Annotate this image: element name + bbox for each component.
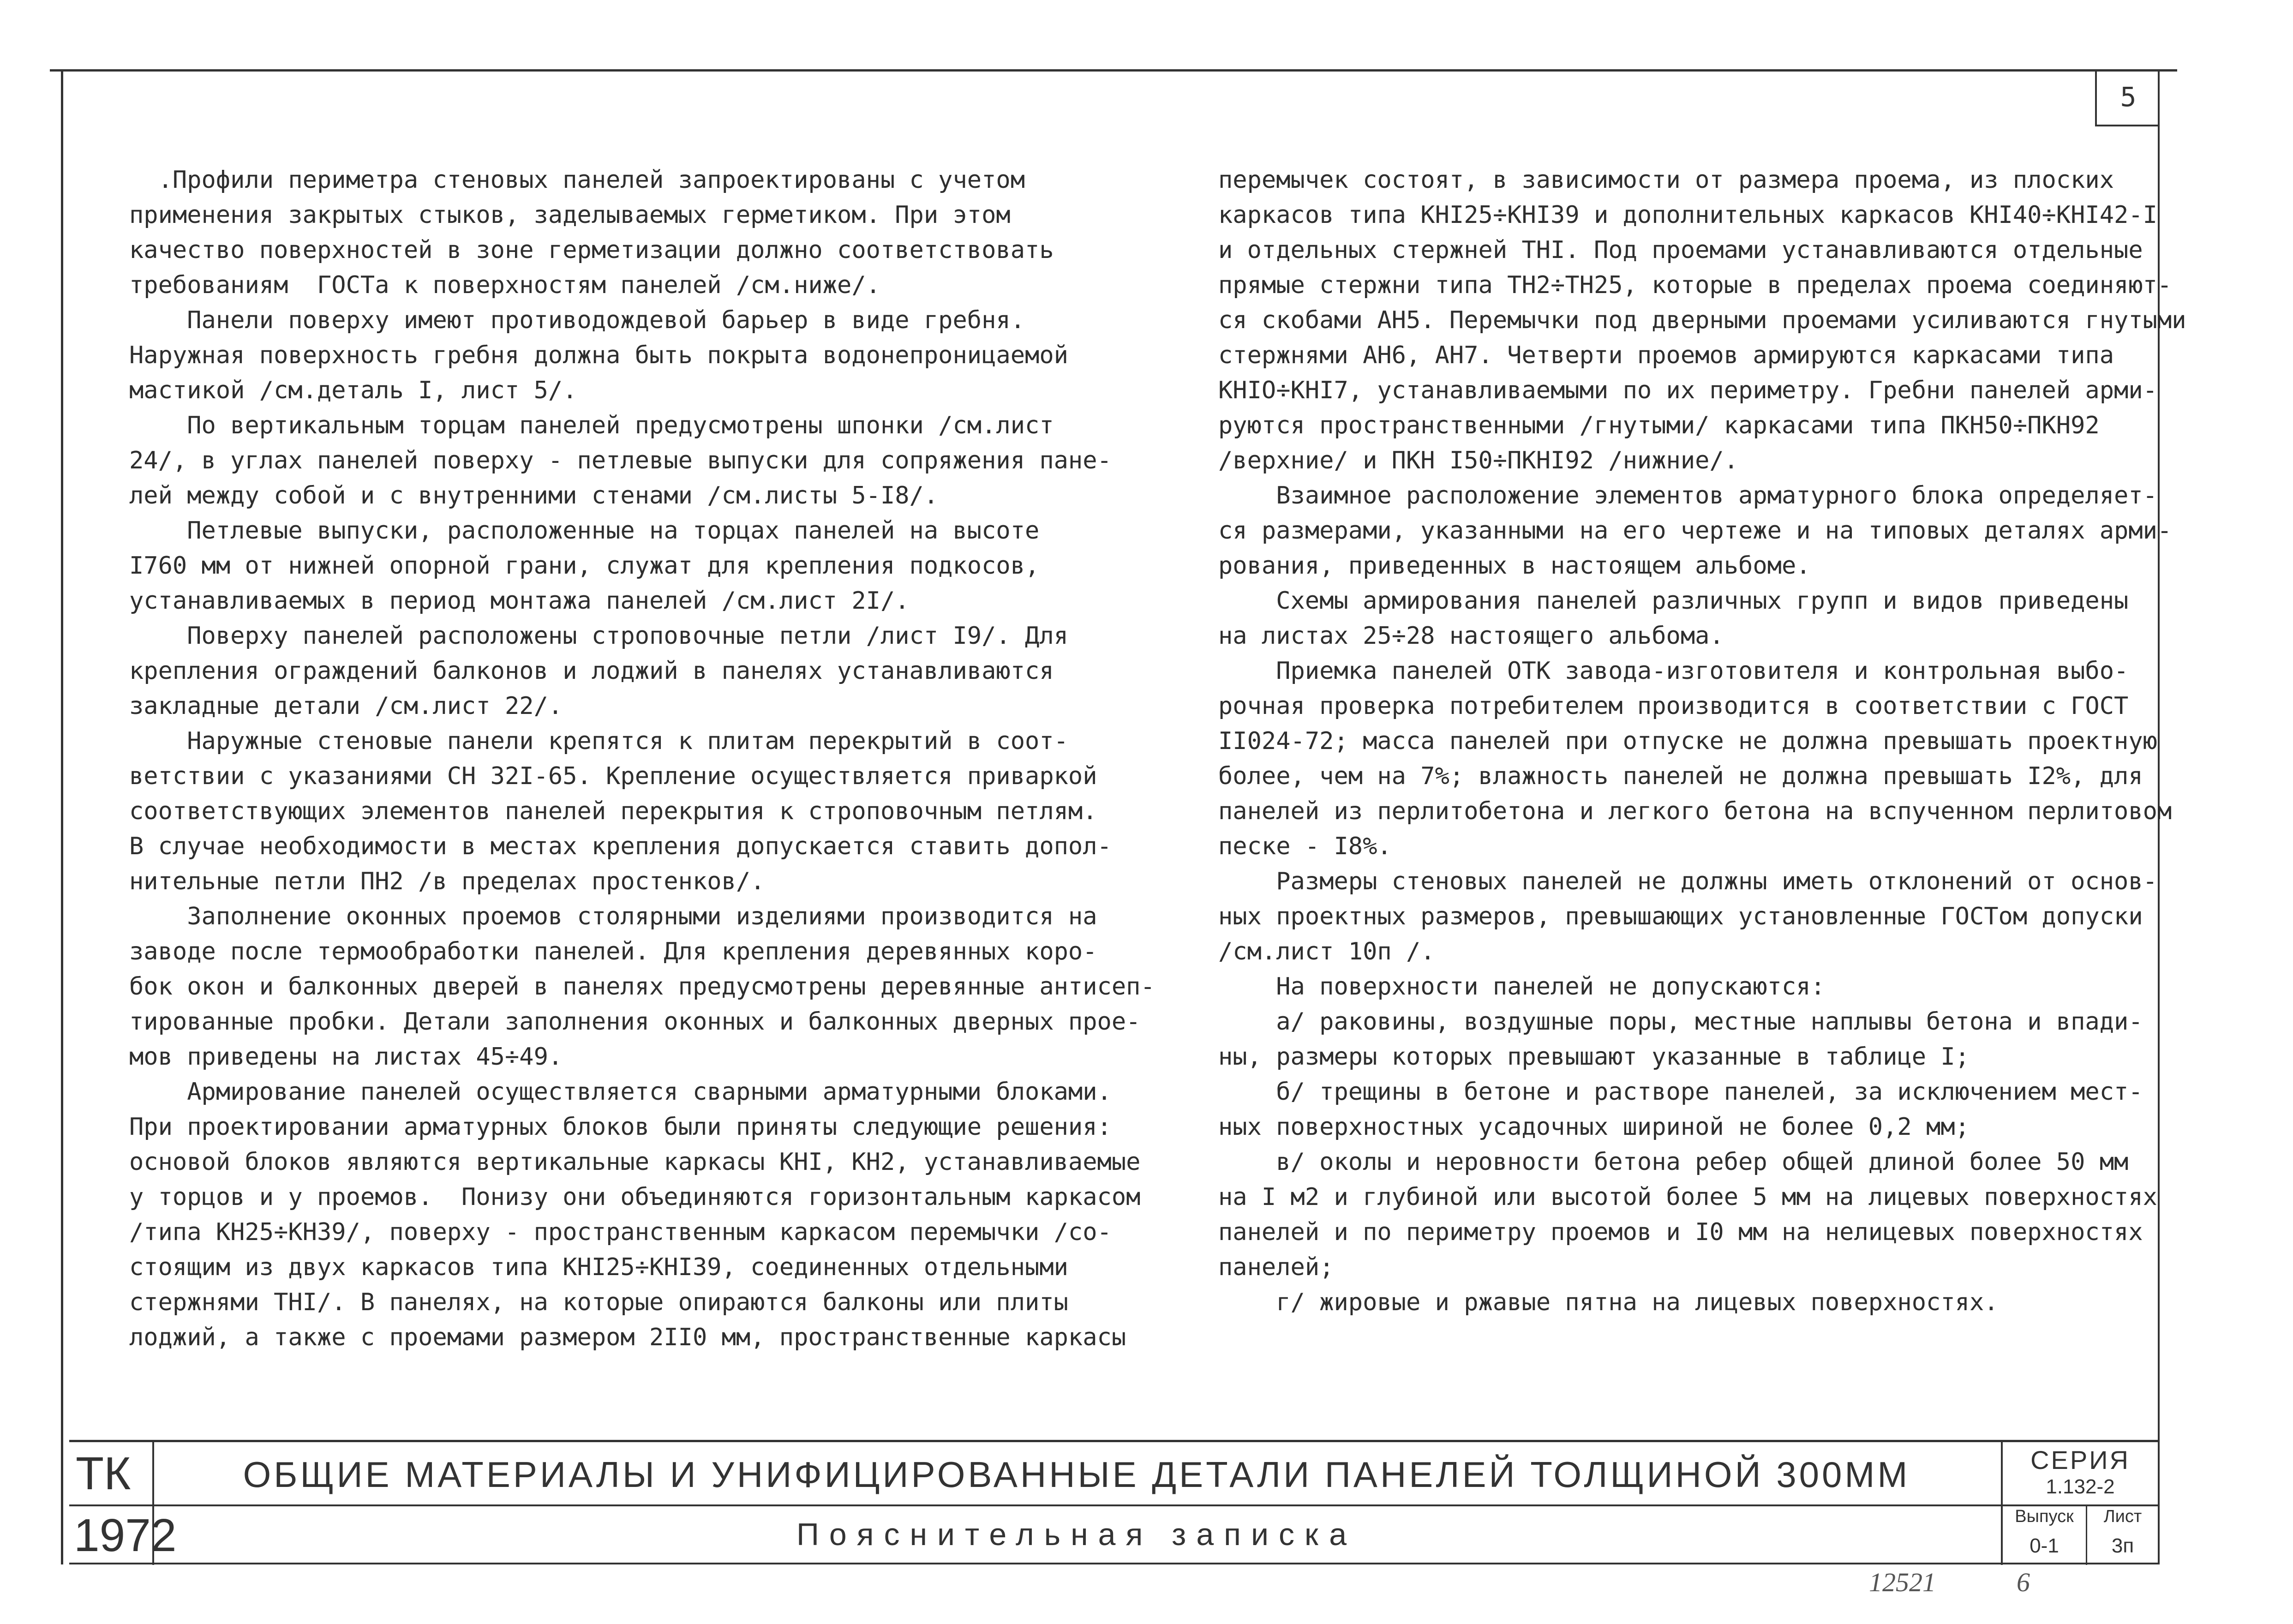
inventory-number: 12521 [1869, 1567, 1936, 1597]
text-line: более, чем на 7%; влажность панелей не должна превышать I2%, для [1218, 762, 2143, 790]
left-text-column [129, 162, 1155, 1355]
frame-top-border [50, 69, 2177, 72]
text-line: г/ жировые и ржавые пятна на лицевых поверхностях. [1218, 1288, 1999, 1316]
text-line: рочная проверка потребителем производится в соответствии с ГОСТ [1218, 692, 2129, 720]
text-line: заводе после термообработки панелей. Для крепления деревянных коро- [129, 938, 1097, 965]
text-line: КНIО÷КНI7, устанавливаемыми по их периметру. Гребни панелей арми- [1218, 377, 2157, 404]
text-line: ных поверхностных усадочных шириной не более 0,2 мм; [1218, 1113, 1970, 1141]
text-line: ся размерами, указанными на его чертеже и на типовых деталях арми- [1218, 517, 2172, 545]
text-line: соответствующих элементов панелей перекрытия к строповочным петлям. [129, 797, 1097, 825]
series-value: 1.132-2 [2046, 1475, 2115, 1498]
text-line: закладные детали /см.лист 22/. [129, 692, 563, 720]
text-line: панелей из перлитобетона и легкого бетона на вспученном перлитовом [1218, 797, 2172, 825]
text-line: на листах 25÷28 настоящего альбома. [1218, 622, 1724, 650]
issue-value: 0-1 [2030, 1534, 2059, 1557]
text-line: лей между собой и с внутренними стенами /см.листы 5-I8/. [129, 482, 939, 509]
text-line: ветствии с указаниями СН 32I-65. Крепление осуществляется приваркой [129, 762, 1097, 790]
text-line: /см.лист 10п /. [1218, 938, 1435, 965]
document-title: ОБЩИЕ МАТЕРИАЛЫ И УНИФИЦИРОВАННЫЕ ДЕТАЛИ ПАНЕЛЕЙ ТОЛЩИНОЙ 300ММ [243, 1454, 1910, 1495]
text-line: ся скобами АН5. Перемычки под дверными проемами усиливаются гнутыми [1218, 306, 2186, 334]
text-line: Схемы армирования панелей различных групп и видов приведены [1218, 587, 2129, 615]
title-block-col-divider [2086, 1504, 2087, 1565]
text-line: нительные петли ПН2 /в пределах простенков/. [129, 868, 765, 895]
text-line: мастикой /см.деталь I, лист 5/. [129, 377, 577, 404]
text-line: I760 мм от нижней опорной грани, служат для крепления подкосов, [129, 552, 1040, 580]
text-line: а/ раковины, воздушные поры, местные наплывы бетона и впади- [1218, 1008, 2143, 1036]
text-line: бок окон и балконных дверей в панелях предусмотрены деревянные антисеп- [129, 973, 1155, 1001]
text-line: Размеры стеновых панелей не должны иметь отклонений от основ- [1218, 868, 2157, 895]
text-line: стержнями АН6, АН7. Четверти проемов армируются каркасами типа [1218, 342, 2114, 369]
document-code: ТК [76, 1448, 131, 1499]
text-line: крепления ограждений балконов и лоджий в панелях устанавливаются [129, 657, 1054, 685]
text-line: лоджий, а также с проемами размером 2II0 мм, пространственные каркасы [129, 1324, 1126, 1351]
text-line: Приемка панелей ОТК завода-изготовителя и контрольная выбо- [1218, 657, 2129, 685]
frame-left-border [61, 69, 63, 1564]
text-line: у торцов и у проемов. Понизу они объединяются горизонтальным каркасом [129, 1183, 1141, 1211]
text-line: основой блоков являются вертикальные каркасы КНI, КН2, устанавливаемые [129, 1148, 1141, 1176]
text-line: панелей; [1218, 1253, 1334, 1281]
text-line: Наружные стеновые панели крепятся к плитам перекрытий в соот- [129, 727, 1068, 755]
text-line: б/ трещины в бетоне и растворе панелей, за исключением мест- [1218, 1078, 2143, 1106]
text-line: стержнями ТНI/. В панелях, на которые опираются балконы или плиты [129, 1288, 1068, 1316]
text-line: II024-72; масса панелей при отпуске не должна превышать проектную [1218, 727, 2157, 755]
right-text-column [1218, 162, 2186, 1320]
issue-label: Выпуск [2015, 1507, 2074, 1526]
text-line: Взаимное расположение элементов арматурного блока определяет- [1218, 482, 2157, 509]
text-line: По вертикальным торцам панелей предусмотрены шпонки /см.лист [129, 412, 1054, 439]
text-line: Армирование панелей осуществляется сварными арматурными блоками. [129, 1078, 1112, 1106]
text-line: стоящим из двух каркасов типа КНI25÷КНI39, соединенных отдельными [129, 1253, 1068, 1281]
text-line: качество поверхностей в зоне герметизации должно соответствовать [129, 236, 1054, 264]
text-line: Заполнение оконных проемов столярными изделиями производится на [129, 903, 1097, 930]
inventory-mark: 6 [2017, 1567, 2030, 1597]
text-line: на I м2 и глубиной или высотой более 5 мм на лицевых поверхностях [1218, 1183, 2157, 1211]
series-label: СЕРИЯ [2030, 1445, 2130, 1474]
text-line: Панели поверху имеют противодождевой барьер в виде гребня. [129, 306, 1025, 334]
text-line: /типа КН25÷КН39/, поверху - пространственным каркасом перемычки /со- [129, 1218, 1112, 1246]
text-line: .Профили периметра стеновых панелей запроектированы с учетом [129, 166, 1025, 194]
text-line: ны, размеры которых превышают указанные в таблице I; [1218, 1043, 1970, 1071]
text-line: 24/, в углах панелей поверху - петлевые выпуски для сопряжения пане- [129, 447, 1112, 474]
text-line: ных проектных размеров, превышающих установленные ГОСТом допуски [1218, 903, 2143, 930]
text-line: /верхние/ и ПКН I50÷ПКНI92 /нижние/. [1218, 447, 1739, 474]
text-line: руются пространственными /гнутыми/ каркасами типа ПКН50÷ПКН92 [1218, 412, 2100, 439]
text-line: На поверхности панелей не допускаются: [1218, 973, 1825, 1001]
text-line: устанавливаемых в период монтажа панелей /см.лист 2I/. [129, 587, 910, 615]
document-year: 1972 [74, 1510, 177, 1561]
page-number: 5 [2095, 69, 2160, 126]
sheet-value: 3п [2111, 1534, 2134, 1557]
text-line: Петлевые выпуски, расположенные на торцах панелей на высоте [129, 517, 1040, 545]
document-subtitle: Пояснительная записка [796, 1516, 1357, 1552]
text-line: перемычек состоят, в зависимости от размера проема, из плоских [1218, 166, 2114, 194]
text-line: прямые стержни типа ТН2÷ТН25, которые в пределах проема соединяют- [1218, 271, 2172, 299]
text-line: песке - I8%. [1218, 833, 1392, 860]
sheet-label: Лист [2103, 1507, 2142, 1526]
text-line: каркасов типа КНI25÷КНI39 и дополнительных каркасов КНI40÷КНI42-I [1218, 201, 2157, 229]
text-line: и отдельных стержней ТНI. Под проемами устанавливаются отдельные [1218, 236, 2143, 264]
text-line: в/ околы и неровности бетона ребер общей длиной более 50 мм [1218, 1148, 2129, 1176]
title-block [69, 1440, 2158, 1564]
text-line: Наружная поверхность гребня должна быть покрыта водонепроницаемой [129, 342, 1068, 369]
text-line: При проектировании арматурных блоков были приняты следующие решения: [129, 1113, 1112, 1141]
text-line: рования, приведенных в настоящем альбоме. [1218, 552, 1811, 580]
text-line: применения закрытых стыков, заделываемых герметиком. При этом [129, 201, 1011, 229]
text-line: требованиям ГОСТа к поверхностям панелей /см.ниже/. [129, 271, 880, 299]
text-line: В случае необходимости в местах крепления допускается ставить допол- [129, 833, 1112, 860]
text-line: тированные пробки. Детали заполнения оконных и балконных дверных прое- [129, 1008, 1141, 1036]
text-line: панелей и по периметру проемов и I0 мм на нелицевых поверхностях [1218, 1218, 2143, 1246]
text-line: Поверху панелей расположены строповочные петли /лист I9/. Для [129, 622, 1068, 650]
text-line: мов приведены на листах 45÷49. [129, 1043, 563, 1071]
